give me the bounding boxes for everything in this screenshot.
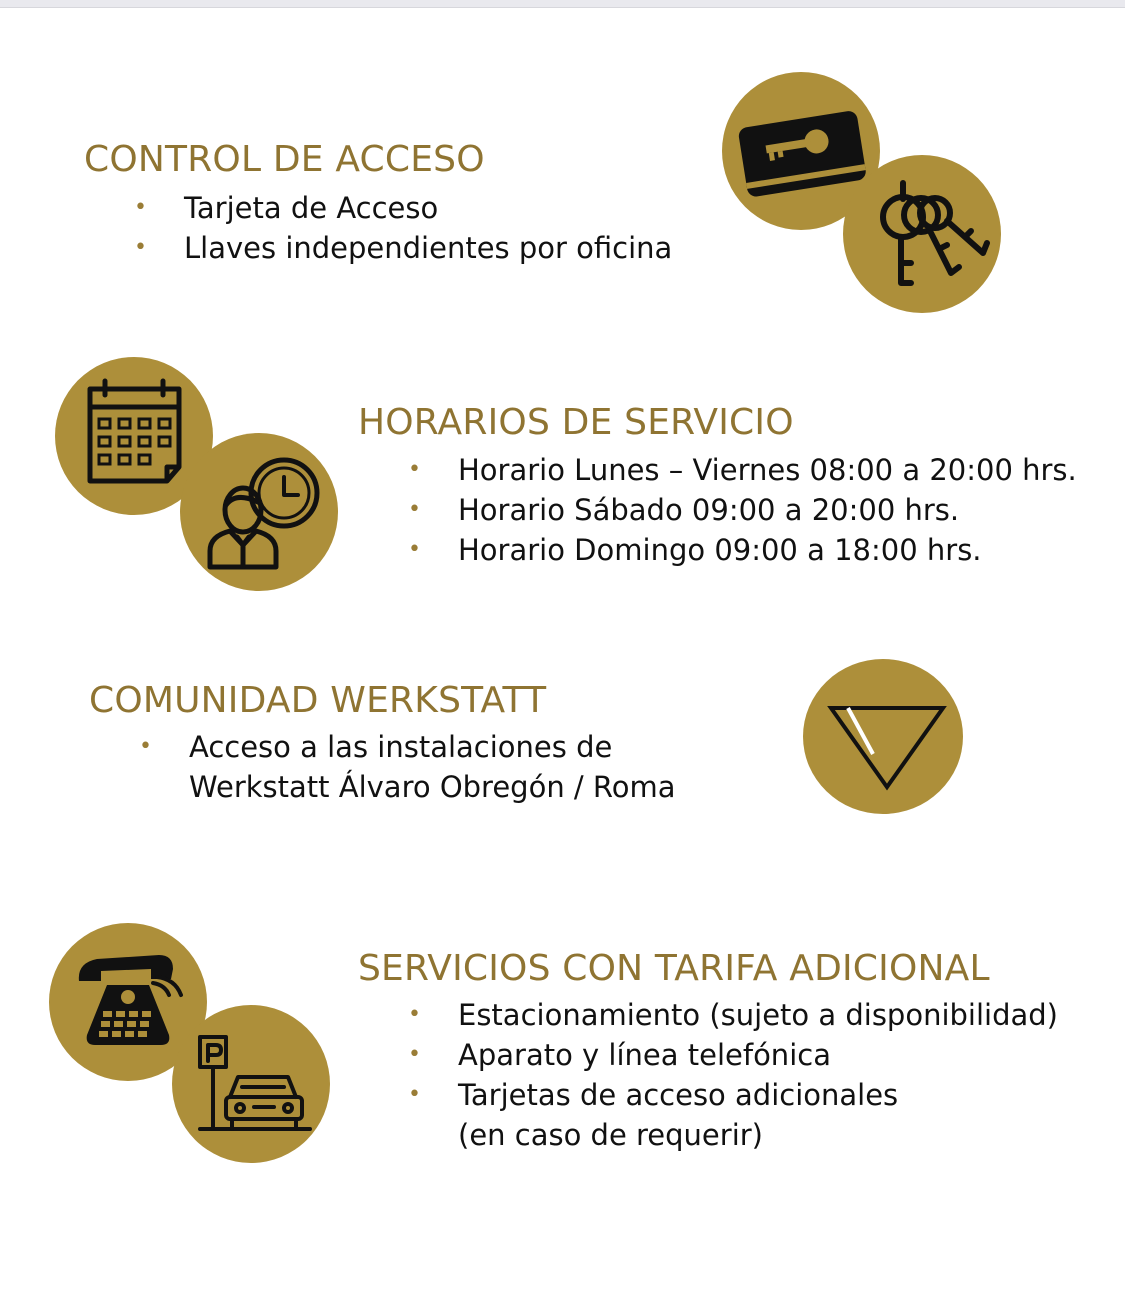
list-item-text: Aparato y línea telefónica [458,1038,831,1072]
section-title-servicios: SERVICIOS CON TARIFA ADICIONAL [358,948,990,989]
list-item [408,490,1077,530]
list-item-text: Llaves independientes por oficina [184,231,673,265]
list-item-text: Tarjetas de acceso adicionales [458,1078,899,1112]
list-item [139,727,676,807]
bullet: • [408,497,421,522]
list-servicios [408,995,1058,1155]
list-item [408,995,1058,1035]
list-item-text: Estacionamiento (sujeto a disponibilidad) [458,998,1058,1032]
parking-car-icon [172,1005,330,1163]
list-item-text: Horario Lunes – Viernes 08:00 a 20:00 hrs. [458,453,1077,487]
list-control-acceso [134,188,672,268]
bullet: • [408,1042,421,1067]
list-item [408,530,1077,570]
bullet: • [408,457,421,482]
list-item-text: Horario Domingo 09:00 a 18:00 hrs. [458,533,982,567]
bullet: • [134,235,147,260]
list-item-text: Werkstatt Álvaro Obregón / Roma [189,770,676,804]
section-title-control-acceso: CONTROL DE ACCESO [84,139,485,180]
keys-icon [843,155,1001,313]
list-item-text: Tarjeta de Acceso [184,191,439,225]
list-item [134,188,672,228]
list-comunidad [139,727,676,807]
section-title-horarios: HORARIOS DE SERVICIO [358,402,794,443]
bullet: • [408,1002,421,1027]
person-clock-icon [180,433,338,591]
bullet: • [134,195,147,220]
list-item-text: Acceso a las instalaciones de [189,730,613,764]
bullet: • [408,537,421,562]
list-item [408,450,1077,490]
werkstatt-logo-icon [803,659,963,814]
list-item-text: Horario Sábado 09:00 a 20:00 hrs. [458,493,960,527]
bullet: • [139,734,152,759]
list-horarios [408,450,1077,570]
section-title-comunidad: COMUNIDAD WERKSTATT [89,680,547,721]
list-item-text: (en caso de requerir) [458,1118,763,1152]
list-item [408,1035,1058,1075]
list-item [408,1075,1058,1155]
bullet: • [408,1082,421,1107]
list-item [134,228,672,268]
top-bar [0,0,1125,8]
